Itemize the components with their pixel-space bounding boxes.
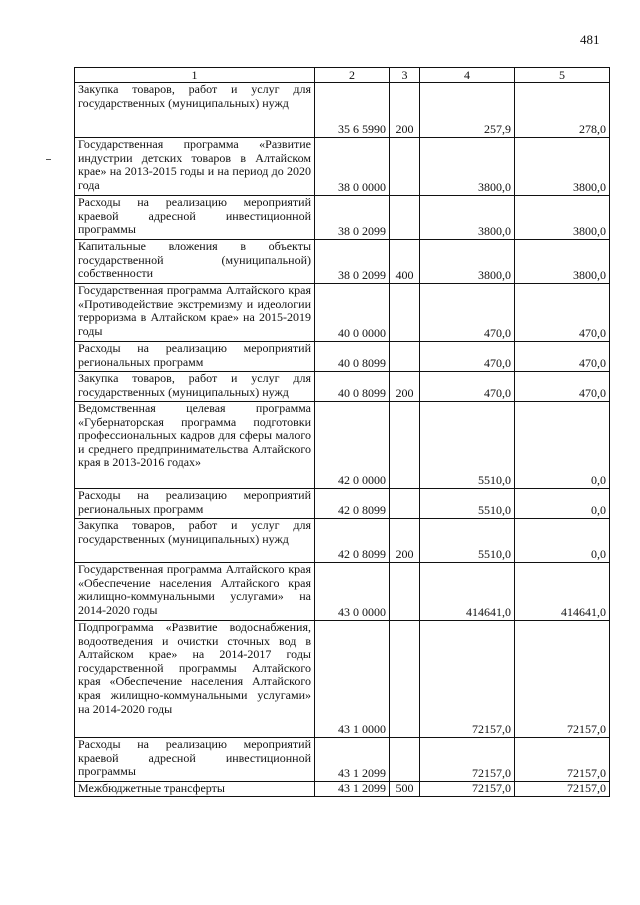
expense-type — [390, 402, 420, 489]
expense-name: Расходы на реализацию мероприятий краевой адресной инвестиционной программы — [75, 738, 315, 782]
table-row — [75, 782, 610, 797]
amount-col5: 0,0 — [515, 489, 610, 519]
target-code: 43 1 2099 — [315, 738, 390, 782]
target-code: 40 0 8099 — [315, 372, 390, 402]
expense-name: Закупка товаров, работ и услуг для государственных (муниципальных) нужд — [75, 372, 315, 402]
target-code: 40 0 0000 — [315, 284, 390, 342]
expense-type: 200 — [390, 372, 420, 402]
amount-col5: 3800,0 — [515, 240, 610, 284]
expense-name: Расходы на реализацию мероприятий краевой адресной инвестиционной программы — [75, 196, 315, 240]
expense-type — [390, 563, 420, 621]
expense-type — [390, 284, 420, 342]
expense-name: Закупка товаров, работ и услуг для государственных (муниципальных) нужд — [75, 83, 315, 138]
expense-type: 200 — [390, 519, 420, 563]
amount-col4: 72157,0 — [420, 782, 515, 797]
expense-type — [390, 342, 420, 372]
expense-type — [390, 489, 420, 519]
target-code: 38 0 2099 — [315, 196, 390, 240]
target-code: 42 0 0000 — [315, 402, 390, 489]
table-row — [75, 138, 610, 196]
amount-col5: 3800,0 — [515, 196, 610, 240]
amount-col5: 470,0 — [515, 284, 610, 342]
target-code: 38 0 0000 — [315, 138, 390, 196]
amount-col5: 72157,0 — [515, 738, 610, 782]
column-header: 5 — [515, 68, 610, 83]
amount-col5: 3800,0 — [515, 138, 610, 196]
expense-type: 500 — [390, 782, 420, 797]
target-code: 40 0 8099 — [315, 342, 390, 372]
expense-name: Государственная программа Алтайского края «Обеспечение населения Алтайского края жилищно-коммунальными услугами» на 2014-2020 годы — [75, 563, 315, 621]
amount-col5: 278,0 — [515, 83, 610, 138]
page-number: 481 — [580, 32, 600, 47]
table-row — [75, 342, 610, 372]
expense-type: 400 — [390, 240, 420, 284]
target-code: 43 0 0000 — [315, 563, 390, 621]
amount-col5: 72157,0 — [515, 782, 610, 797]
amount-col4: 470,0 — [420, 342, 515, 372]
target-code: 43 1 0000 — [315, 621, 390, 738]
amount-col4: 3800,0 — [420, 240, 515, 284]
amount-col5: 72157,0 — [515, 621, 610, 738]
target-code: 43 1 2099 — [315, 782, 390, 797]
expense-name: Межбюджетные трансферты — [75, 782, 315, 797]
target-code: 35 6 5990 — [315, 83, 390, 138]
table-row — [75, 196, 610, 240]
amount-col5: 470,0 — [515, 372, 610, 402]
target-code: 38 0 2099 — [315, 240, 390, 284]
expense-type: 200 — [390, 83, 420, 138]
table-row — [75, 240, 610, 284]
amount-col5: 0,0 — [515, 402, 610, 489]
amount-col4: 470,0 — [420, 372, 515, 402]
table-row — [75, 284, 610, 342]
expense-name: Государственная программа «Развитие индустрии детских товаров в Алтайском крае» на 2013-2015 годы и на период до 2020 года — [75, 138, 315, 196]
expense-name: Расходы на реализацию мероприятий региональных программ — [75, 342, 315, 372]
expense-name: Капитальные вложения в объекты государственной (муниципальной) собственности — [75, 240, 315, 284]
expense-name: Государственная программа Алтайского края «Противодействие экстремизму и идеологии терроризма в Алтайском крае» на 2015-2019 годы — [75, 284, 315, 342]
expense-name: Подпрограмма «Развитие водоснабжения, водоотведения и очистки сточных вод в Алтайском крае» на 2014-2017 годы государственной программы Алтайского края «Обеспечение населения Алтайского края жилищно-коммунальными услугами» на 2014-2020 годы — [75, 621, 315, 738]
table-row — [75, 489, 610, 519]
amount-col4: 72157,0 — [420, 738, 515, 782]
amount-col4: 3800,0 — [420, 138, 515, 196]
amount-col5: 470,0 — [515, 342, 610, 372]
expense-name: Закупка товаров, работ и услуг для государственных (муниципальных) нужд — [75, 519, 315, 563]
amount-col4: 72157,0 — [420, 621, 515, 738]
amount-col4: 470,0 — [420, 284, 515, 342]
table-row — [75, 372, 610, 402]
expense-type — [390, 196, 420, 240]
table-row — [75, 738, 610, 782]
expense-name: Ведомственная целевая программа «Губернаторская программа подготовки профессиональных кадров для сферы малого и среднего предпринимательства Алтайского края в 2013-2016 годах» — [75, 402, 315, 489]
table-row — [75, 519, 610, 563]
amount-col4: 5510,0 — [420, 402, 515, 489]
column-header: 4 — [420, 68, 515, 83]
budget-table — [74, 67, 610, 797]
margin-mark — [46, 159, 51, 160]
column-header: 2 — [315, 68, 390, 83]
expense-type — [390, 738, 420, 782]
amount-col4: 5510,0 — [420, 489, 515, 519]
expense-type — [390, 621, 420, 738]
header-row — [75, 68, 610, 83]
amount-col5: 0,0 — [515, 519, 610, 563]
expense-type — [390, 138, 420, 196]
column-header: 1 — [75, 68, 315, 83]
column-header: 3 — [390, 68, 420, 83]
target-code: 42 0 8099 — [315, 489, 390, 519]
amount-col4: 5510,0 — [420, 519, 515, 563]
amount-col5: 414641,0 — [515, 563, 610, 621]
table-row — [75, 402, 610, 489]
expense-name: Расходы на реализацию мероприятий региональных программ — [75, 489, 315, 519]
amount-col4: 3800,0 — [420, 196, 515, 240]
table-row — [75, 621, 610, 738]
table-row — [75, 83, 610, 138]
table-row — [75, 563, 610, 621]
amount-col4: 257,9 — [420, 83, 515, 138]
amount-col4: 414641,0 — [420, 563, 515, 621]
target-code: 42 0 8099 — [315, 519, 390, 563]
